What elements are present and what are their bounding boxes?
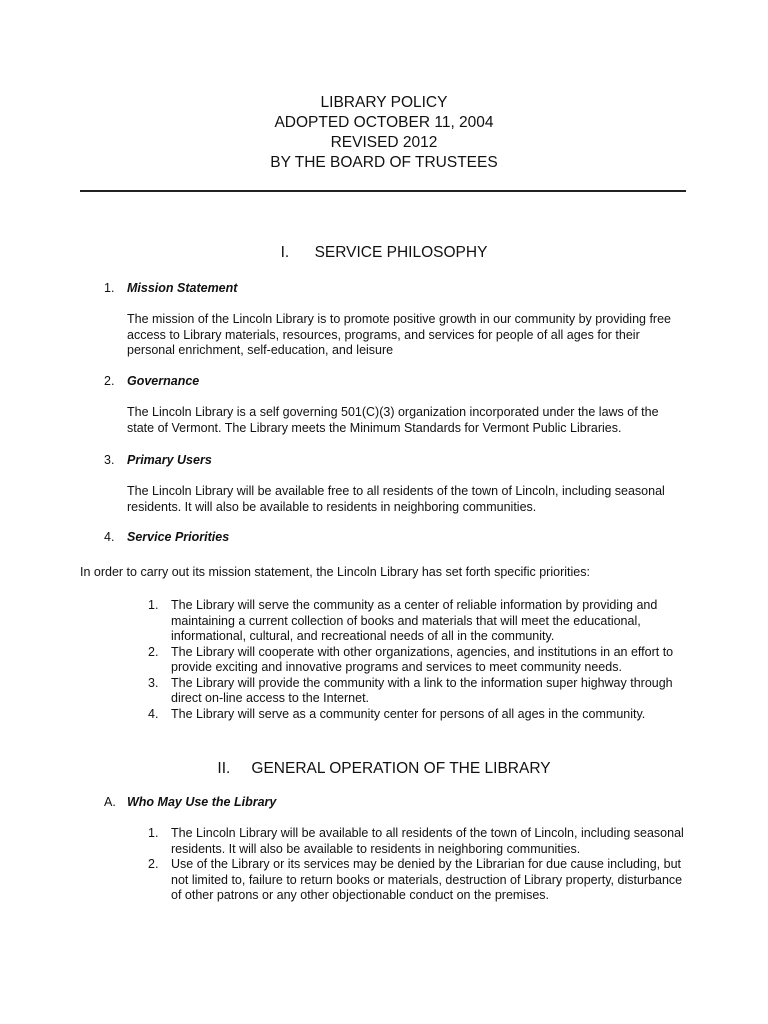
section-1-heading: [0, 243, 768, 263]
title-line-3: REVISED 2012: [330, 134, 438, 151]
list-item-text: The Library will serve as a community center for persons of all ages in the community.: [171, 706, 646, 721]
list-item: [148, 857, 688, 904]
list-item: [148, 598, 688, 645]
list-item-text: The Library will provide the community with a link to the information super highway through direct on-line access to the Internet.: [171, 675, 673, 705]
section-1-number: I.: [280, 244, 290, 261]
mission-statement-text: The mission of the Lincoln Library is to promote positive growth in our community by providing free access to Library materials, resources, programs, and services for people of all ages for their personal enrichment, self-education, and leisure: [127, 312, 672, 357]
item-4-heading: [104, 530, 229, 546]
item-1-heading: [104, 281, 237, 297]
subsection-a-letter: A.: [104, 795, 116, 809]
title-line-4: BY THE BOARD OF TRUSTEES: [270, 154, 498, 171]
section-1-title: SERVICE PHILOSOPHY: [314, 244, 488, 261]
primary-users-text: The Lincoln Library will be available free to all residents of the town of Lincoln, including seasonal residents. It will also be available to residents in neighboring communities.: [127, 484, 665, 514]
list-item-text: Use of the Library or its services may be denied by the Librarian for due cause including, but not limited to, failure to return books or materials, destruction of Library property, disturbance of other patrons or any other objectionable conduct on the premises.: [171, 857, 683, 902]
list-item-number: 1.: [148, 826, 159, 840]
list-item: [148, 826, 688, 857]
title-divider: [80, 190, 686, 192]
item-2-heading: [104, 374, 199, 390]
list-item: [148, 707, 688, 723]
item-4-number: 4.: [104, 530, 115, 544]
section-2-heading: [0, 759, 768, 779]
item-2-title: Governance: [127, 374, 200, 388]
title-line-1: LIBRARY POLICY: [320, 94, 448, 111]
who-may-use-list: [148, 826, 688, 904]
list-item-text: The Library will cooperate with other organizations, agencies, and institutions in an effort to provide exciting and innovative programs and services to meet community needs.: [171, 644, 674, 674]
item-1-number: 1.: [104, 281, 115, 295]
section-2-number: II.: [217, 760, 231, 777]
list-item-number: 2.: [148, 857, 159, 871]
list-item-number: 2.: [148, 644, 159, 659]
item-1-title: Mission Statement: [127, 281, 238, 295]
subsection-a-heading: [104, 795, 276, 811]
item-3-heading: [104, 453, 212, 469]
list-item-text: The Lincoln Library will be available to all residents of the town of Lincoln, including seasonal residents. It will also be available to residents in neighboring communities.: [171, 826, 684, 856]
governance-text: The Lincoln Library is a self governing 501(C)(3) organization incorporated under the laws of the state of Vermont. The Library meets the Minimum Standards for Vermont Public Libraries.: [127, 405, 659, 435]
item-4-title: Service Priorities: [127, 530, 230, 544]
subsection-a-title: Who May Use the Library: [127, 795, 277, 809]
priorities-intro: In order to carry out its mission statement, the Lincoln Library has set forth specific priorities:: [80, 565, 590, 579]
section-2-title: GENERAL OPERATION OF THE LIBRARY: [251, 760, 551, 777]
list-item: [148, 676, 688, 707]
item-3-number: 3.: [104, 453, 115, 467]
list-item-number: 1.: [148, 598, 159, 612]
list-item: [148, 645, 688, 676]
list-item-text: The Library will serve the community as a center of reliable information by providing and maintaining a current collection of books and materials that will meet the educational, informational, cultural, and recreational needs of all in the community.: [171, 598, 658, 643]
item-3-title: Primary Users: [127, 453, 212, 467]
list-item-number: 3.: [148, 675, 159, 690]
document-title: [0, 93, 768, 173]
title-line-2: ADOPTED OCTOBER 11, 2004: [274, 114, 494, 131]
item-2-number: 2.: [104, 374, 115, 388]
list-item-number: 4.: [148, 706, 159, 721]
priorities-list: [148, 598, 688, 722]
